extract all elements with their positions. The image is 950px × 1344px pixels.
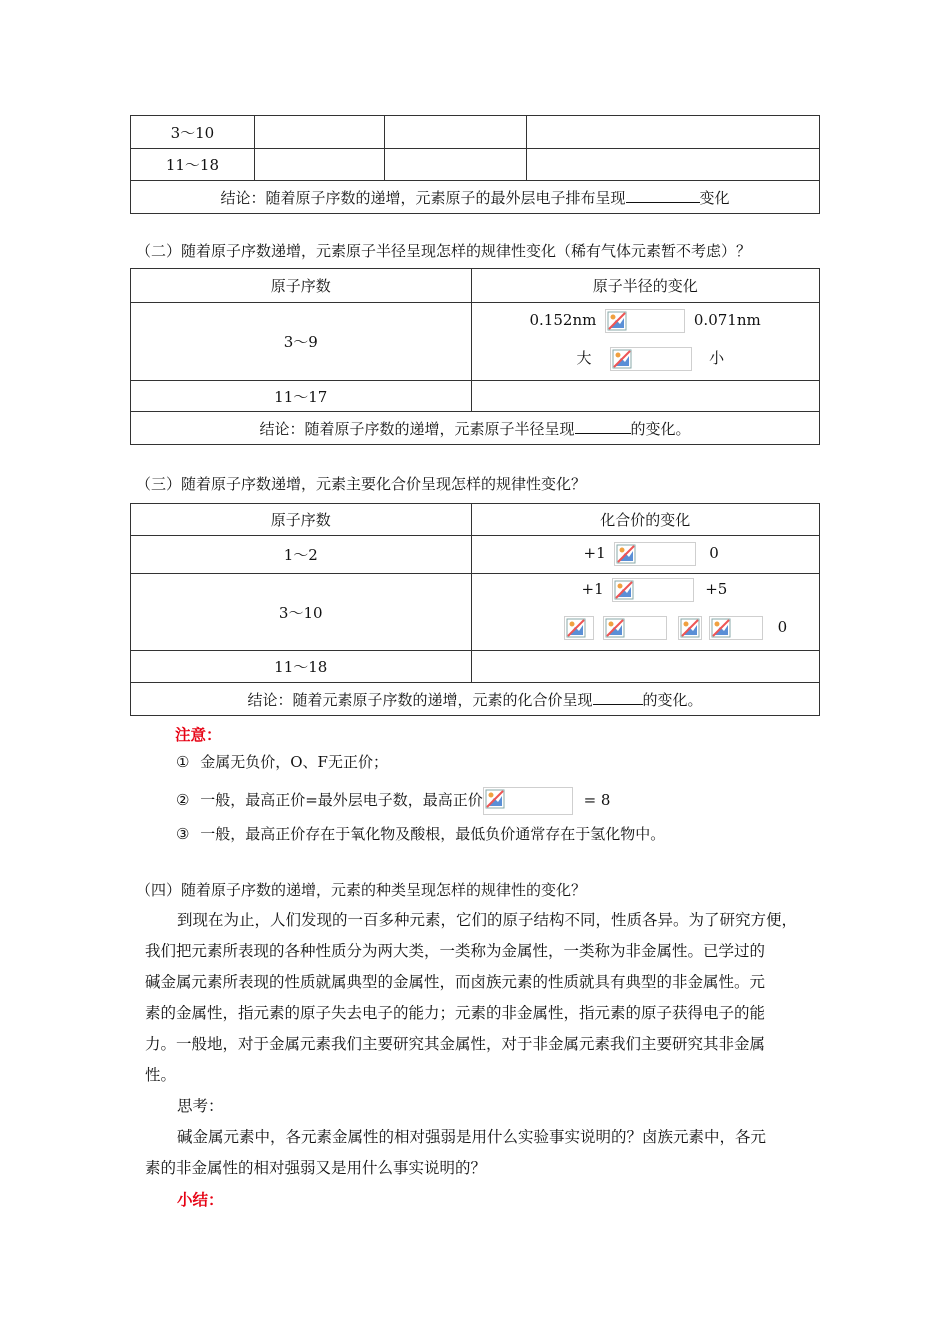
conclusion-suffix: 的变化。: [630, 419, 691, 438]
conclusion-text: 结论：随着原子序数的递增，元素原子的最外层电子排布呈现: [220, 188, 626, 207]
broken-image-icon: [607, 311, 627, 331]
table-header-row: [131, 269, 820, 303]
range-cell: 3～9: [131, 303, 472, 381]
broken-image-sign: [678, 616, 702, 640]
broken-image-icon: [566, 618, 586, 638]
broken-image-arrow: [614, 542, 696, 566]
table-row: [131, 116, 820, 149]
radius-end: 0.071nm: [693, 311, 761, 329]
range-cell: 11～17: [131, 381, 472, 412]
table-row: [131, 381, 820, 412]
paragraph-line: 性。: [145, 1066, 177, 1084]
broken-image-icon: [485, 789, 505, 809]
paragraph-line: 碱金属元素所表现的性质就属典型的金属性，而卤族元素的性质就具有典型的非金属性。元: [145, 973, 766, 991]
conclusion-suffix: 变化: [699, 188, 730, 207]
broken-image-icon: [680, 618, 700, 638]
range-cell: 11～18: [131, 149, 255, 181]
broken-image-formula: [483, 787, 573, 815]
note-item: [176, 787, 610, 815]
paragraph-line: 素的金属性，指元素的原子失去电子的能力；元素的非金属性，指元素的原子获得电子的能: [145, 1004, 766, 1022]
table-atomic-radius: [130, 268, 820, 445]
valence-zero: 0: [777, 618, 788, 636]
summary-label: 小结：: [177, 1190, 224, 1209]
think-label: 思考：: [177, 1097, 224, 1115]
table-electron-arrangement: [130, 115, 820, 214]
table-row: [131, 574, 820, 651]
fill-blank[interactable]: [626, 188, 700, 203]
conclusion-row: [131, 181, 820, 214]
note-text: 金属无负价，O、F无正价；: [200, 753, 388, 771]
broken-image-number: [603, 616, 667, 640]
broken-image-arrow: [709, 616, 763, 640]
column-header: 原子半径的变化: [471, 269, 820, 303]
table-row: [131, 651, 820, 683]
column-header: 化合价的变化: [471, 504, 820, 536]
broken-image-icon: [711, 618, 731, 638]
note-text: 一般，最高正价=最外层电子数，最高正价: [200, 791, 483, 809]
paragraph-line: 碱金属元素中，各元素金属性的相对强弱是用什么实验事实说明的？卤族元素中，各元: [177, 1128, 767, 1146]
table-valence: [130, 503, 820, 716]
section4-paragraph: [145, 905, 820, 1215]
broken-image-icon: [612, 349, 632, 369]
table-header-row: [131, 504, 820, 536]
broken-image-icon: [605, 618, 625, 638]
valence-end: 0: [709, 544, 719, 562]
note-item: [176, 823, 665, 844]
table-row: [131, 303, 820, 381]
note-suffix: = 8: [583, 791, 611, 809]
paragraph-line: 到现在为止，人们发现的一百多种元素，它们的原子结构不同，性质各异。为了研究方便，: [177, 911, 798, 929]
broken-image-sign: [564, 616, 594, 640]
conclusion-row: [131, 683, 820, 716]
note-number: ②: [176, 791, 190, 809]
note-item: [176, 751, 388, 772]
broken-image-arrow: [610, 347, 692, 371]
note-number: ①: [176, 753, 190, 771]
broken-image-icon: [614, 580, 634, 600]
range-cell: 11～18: [131, 651, 472, 683]
table-row: [131, 149, 820, 181]
section4-heading: （四）随着原子序数的递增，元素的种类呈现怎样的规律性的变化？: [136, 881, 587, 899]
fill-blank[interactable]: [593, 690, 643, 705]
label-small: 小: [709, 349, 725, 367]
conclusion-text: 结论：随着原子序数的递增，元素原子半径呈现: [259, 419, 575, 438]
paragraph-line: 力。一般地，对于金属元素我们主要研究其金属性，对于非金属元素我们主要研究其非金属: [145, 1035, 766, 1053]
label-big: 大: [576, 349, 592, 367]
section2-heading: （二）随着原子序数递增，元素原子半径呈现怎样的规律性变化（稀有气体元素暂不考虑）？: [136, 242, 752, 260]
broken-image-arrow: [612, 578, 694, 602]
conclusion-suffix: 的变化。: [642, 690, 703, 709]
column-header: 原子序数: [131, 269, 472, 303]
section3-heading: （三）随着原子序数递增，元素主要化合价呈现怎样的规律性变化？: [136, 475, 587, 493]
conclusion-row: [131, 412, 820, 445]
range-cell: 1～2: [131, 536, 472, 574]
valence-start: +1: [583, 544, 606, 562]
valence-end: +5: [705, 580, 728, 598]
table-row: [131, 536, 820, 574]
broken-image-icon: [616, 544, 636, 564]
valence-start: +1: [581, 580, 604, 598]
column-header: 原子序数: [131, 504, 472, 536]
broken-image-arrow: [605, 309, 685, 333]
fill-blank[interactable]: [575, 419, 631, 434]
note-title: 注意：: [175, 725, 222, 744]
radius-start: 0.152nm: [529, 311, 597, 329]
range-cell: 3～10: [131, 116, 255, 149]
range-cell: 3～10: [131, 574, 472, 651]
note-number: ③: [176, 825, 190, 843]
paragraph-line: 我们把元素所表现的各种性质分为两大类，一类称为金属性，一类称为非金属性。已学过的: [145, 942, 766, 960]
conclusion-text: 结论：随着元素原子序数的递增，元素的化合价呈现: [247, 690, 593, 709]
paragraph-line: 素的非金属性的相对强弱又是用什么事实说明的？: [145, 1159, 487, 1177]
note-text: 一般，最高正价存在于氧化物及酸根，最低负价通常存在于氢化物中。: [200, 825, 666, 843]
